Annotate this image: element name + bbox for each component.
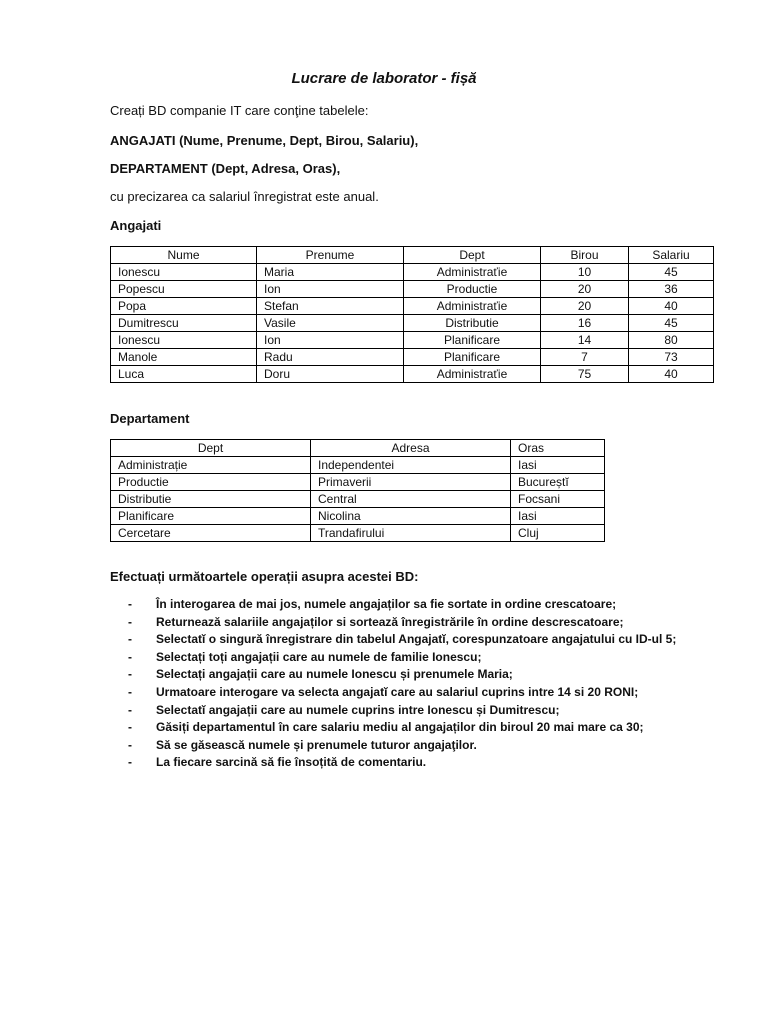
table-cell: Productie (111, 474, 311, 491)
bullet-dash: - (128, 755, 132, 770)
table-cell: Doru (257, 366, 404, 383)
table-row (111, 525, 605, 542)
table-cell: Dumitrescu (111, 315, 257, 332)
bullet-dash: - (128, 684, 132, 699)
table-cell: Cercetare (111, 525, 311, 542)
table-row (111, 264, 714, 281)
table-cell: 73 (629, 349, 714, 366)
salary-note: cu precizarea ca salariul înregistrat este anual. (110, 189, 379, 204)
table-cell: Radu (257, 349, 404, 366)
table-cell: Planificare (404, 332, 541, 349)
list-item-text: Urmatoare interogare va selecta angajatĭ care au salariul cuprins intre 14 si 20 RONI; (156, 684, 639, 699)
page-title: Lucrare de laborator - fișă (291, 70, 477, 87)
table-cell: Cluj (511, 525, 605, 542)
table-cell: Distributie (404, 315, 541, 332)
table-definition-departament: DEPARTAMENT (Dept, Adresa, Oras), (110, 161, 341, 176)
column-header: Salariu (629, 247, 714, 264)
table-cell: Vasile (257, 315, 404, 332)
table-cell: Iasi (511, 508, 605, 525)
list-item (128, 631, 676, 649)
list-item (128, 666, 676, 684)
table-definition-angajati: ANGAJATI (Nume, Prenume, Dept, Birou, Salariu), (110, 133, 419, 148)
table-cell: Popescu (111, 281, 257, 298)
table-cell: 36 (629, 281, 714, 298)
table-cell: Bucureștĭ (511, 474, 605, 491)
table-cell: Administrație (111, 457, 311, 474)
list-item (128, 754, 676, 772)
table-cell: 10 (541, 264, 629, 281)
table-cell: Planificare (404, 349, 541, 366)
table-cell: Independentei (311, 457, 511, 474)
table-cell: Maria (257, 264, 404, 281)
column-header: Oras (511, 440, 605, 457)
table-row (111, 281, 714, 298)
table-cell: Ion (257, 281, 404, 298)
operations-heading: Efectuați următoartele operații asupra acestei BD: (110, 569, 419, 584)
list-item (128, 614, 676, 632)
table-cell: Manole (111, 349, 257, 366)
list-item-text: Selectatĭ angajații care au numele cuprins intre Ionescu și Dumitrescu; (156, 702, 560, 717)
bullet-dash: - (128, 597, 132, 611)
list-item-text: Să se găsească numele și prenumele tuturor angajaţilor. (156, 737, 477, 752)
table-cell: Central (311, 491, 511, 508)
list-item-text: Selectați angajații care au numele Ionescu și prenumele Maria; (156, 667, 513, 682)
list-item (128, 649, 676, 667)
bullet-dash: - (128, 614, 132, 629)
list-item-text: Selectatĭ o singură înregistrare din tabelul Angajatĭ, corespunzatoare angajatului cu ID-ul 5; (156, 632, 677, 647)
list-item (128, 737, 676, 755)
table-cell: Nicolina (311, 508, 511, 525)
table-row (111, 366, 714, 383)
table-cell: 80 (629, 332, 714, 349)
table-cell: Primaverii (311, 474, 511, 491)
table-cell: 14 (541, 332, 629, 349)
table-cell: 40 (629, 298, 714, 315)
table-row (111, 474, 605, 491)
bullet-dash: - (128, 649, 132, 664)
table-cell: 45 (629, 315, 714, 332)
table-cell: 45 (629, 264, 714, 281)
angajati-heading: Angajati (110, 218, 162, 233)
table-cell: Distributie (111, 491, 311, 508)
table-cell: 16 (541, 315, 629, 332)
table-cell: Planificare (111, 508, 311, 525)
list-item-text: Găsiți departamentul în care salariu mediu al angajaților din biroul 20 mai mare ca 30; (156, 720, 644, 735)
column-header: Prenume (257, 247, 404, 264)
table-cell: Administraťie (404, 366, 541, 383)
departament-table (110, 439, 605, 542)
intro-text: Creați BD companie IT care conţine tabelele: (110, 103, 369, 118)
bullet-dash: - (128, 632, 132, 647)
bullet-dash: - (128, 667, 132, 682)
table-row (111, 298, 714, 315)
list-item (128, 684, 676, 702)
table-cell: Focsani (511, 491, 605, 508)
table-cell: Productie (404, 281, 541, 298)
bullet-dash: - (128, 720, 132, 735)
table-header-row (111, 247, 714, 264)
column-header: Birou (541, 247, 629, 264)
table-row (111, 457, 605, 474)
table-cell: 20 (541, 298, 629, 315)
table-cell: Popa (111, 298, 257, 315)
departament-heading: Departament (110, 411, 190, 426)
table-cell: Ion (257, 332, 404, 349)
table-header-row (111, 440, 605, 457)
table-cell: Ionescu (111, 332, 257, 349)
table-cell: Ionescu (111, 264, 257, 281)
table-cell: Administraťie (404, 264, 541, 281)
bullet-dash: - (128, 737, 132, 752)
table-cell: 40 (629, 366, 714, 383)
column-header: Dept (404, 247, 541, 264)
table-row (111, 349, 714, 366)
list-item-text: La fiecare sarcină să fie însoțită de comentariu. (156, 755, 427, 770)
table-cell: 20 (541, 281, 629, 298)
table-cell: Stefan (257, 298, 404, 315)
table-row (111, 508, 605, 525)
angajati-table (110, 246, 714, 383)
table-cell: Trandafirului (311, 525, 511, 542)
table-row (111, 491, 605, 508)
table-cell: Administraťie (404, 298, 541, 315)
table-row (111, 315, 714, 332)
table-row (111, 332, 714, 349)
column-header: Dept (111, 440, 311, 457)
operations-list (128, 596, 676, 772)
table-cell: 7 (541, 349, 629, 366)
list-item-text: Returnează salariile angajaților si sortează înregistrările în ordine descrescatoare; (156, 614, 624, 629)
list-item-text: În interogarea de mai jos, numele angajaților sa fie sortate in ordine crescatoare; (156, 597, 617, 611)
table-cell: Iasi (511, 457, 605, 474)
list-item (128, 719, 676, 737)
column-header: Nume (111, 247, 257, 264)
column-header: Adresa (311, 440, 511, 457)
list-item-text: Selectați toți angajații care au numele de familie Ionescu; (156, 649, 482, 664)
list-item (128, 702, 676, 720)
list-item (128, 596, 676, 614)
bullet-dash: - (128, 702, 132, 717)
table-cell: 75 (541, 366, 629, 383)
table-cell: Luca (111, 366, 257, 383)
